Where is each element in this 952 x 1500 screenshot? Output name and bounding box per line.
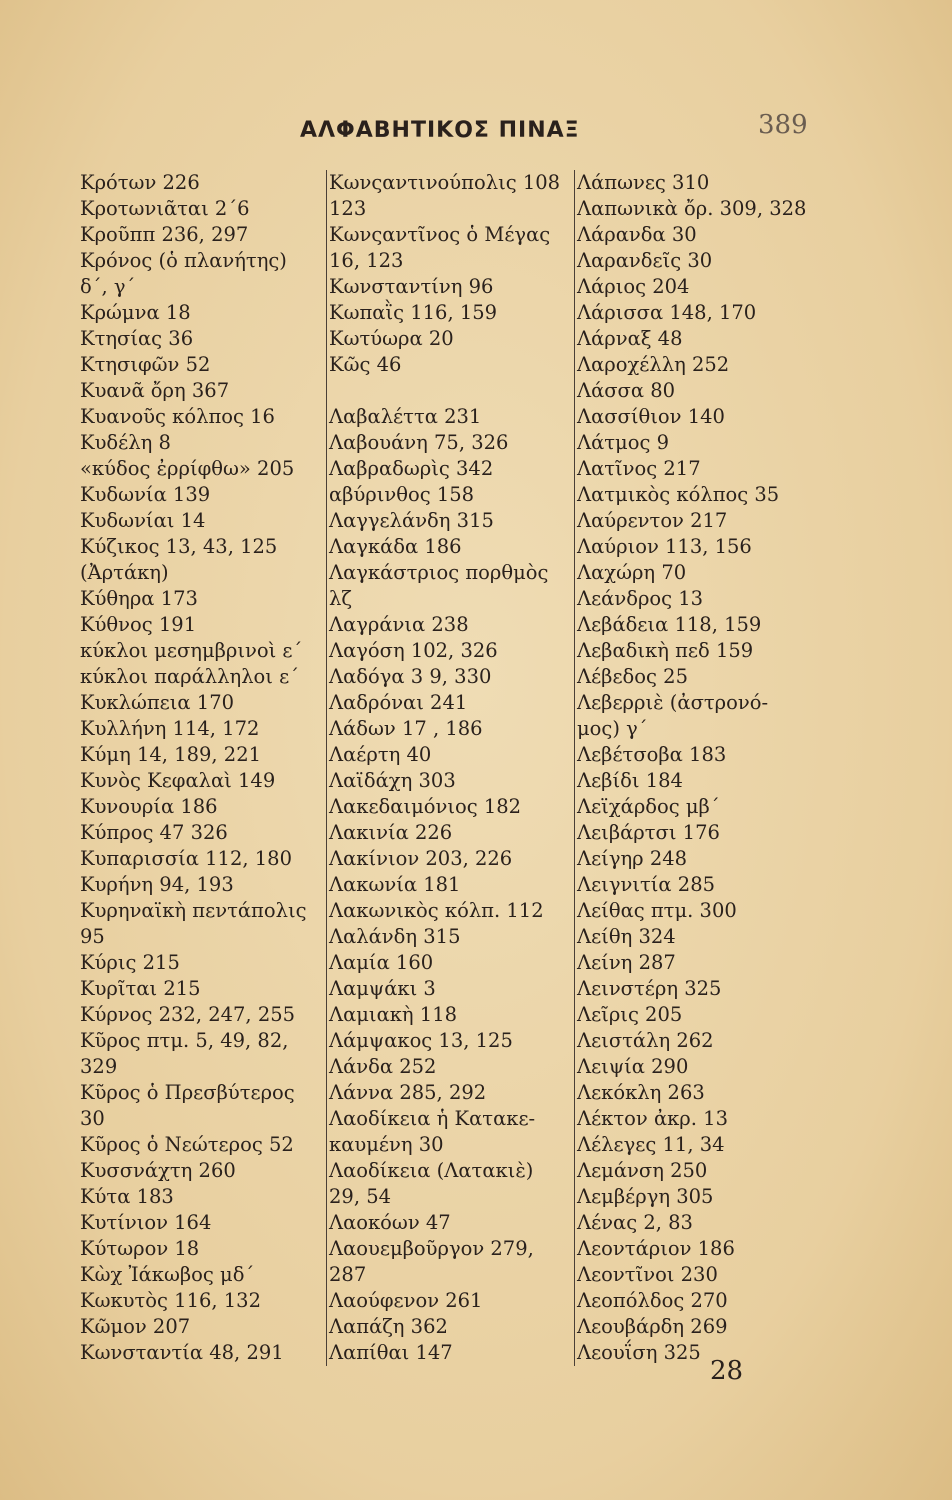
- index-entry: Λάδων 17 , 186: [329, 717, 483, 740]
- index-entry: Κτησιφῶν 52: [80, 353, 211, 376]
- index-entry: Λείγηρ 248: [577, 847, 688, 870]
- index-entry: Λεοπόλδος 270: [577, 1289, 728, 1312]
- index-entry: Κυρήνη 94, 193: [80, 873, 234, 896]
- index-entry: Λαβαλέττα 231: [329, 405, 482, 428]
- index-entry: Κυκλώπεια 170: [80, 691, 235, 714]
- index-column-1: [80, 170, 316, 1366]
- index-entry: Κυδωνίαι 14: [80, 509, 206, 532]
- index-entry: 16, 123: [329, 249, 404, 272]
- index-entry: Λατμικὸς κόλπος 35: [577, 483, 780, 506]
- index-entry: Κύτα 183: [80, 1185, 174, 1208]
- index-entry: Λαϊδάχη 303: [329, 769, 456, 792]
- index-entry: Λείθας πτμ. 300: [577, 899, 737, 922]
- index-entry: Κῦρος πτμ. 5, 49, 82,: [80, 1029, 289, 1052]
- index-entry: Κῶς 46: [329, 353, 402, 376]
- index-entry: Λαβουάνη 75, 326: [329, 431, 509, 454]
- index-entry: Λεβαδικὴ πεδ 159: [577, 639, 754, 662]
- index-entry: Κωπαῒς 116, 159: [329, 301, 498, 324]
- index-entry: Κυρῖται 215: [80, 977, 201, 1000]
- index-entry: Λαρανδεῖς 30: [577, 249, 713, 272]
- index-entry: 30: [80, 1107, 105, 1130]
- index-entry: Λάτμος 9: [577, 431, 669, 454]
- index-entry: Λαοκόων 47: [329, 1211, 451, 1234]
- index-entry: Λάπωνες 310: [577, 171, 710, 194]
- index-entry: Κρότων 226: [80, 171, 200, 194]
- index-entry: [329, 378, 573, 404]
- index-entry: Λείθη 324: [577, 925, 676, 948]
- index-entry: Κωνςαντινούπολις 108: [329, 171, 561, 194]
- index-entry: μος) γ΄: [577, 717, 648, 740]
- index-entry: Κροτωνιᾶται 2΄6: [80, 197, 250, 220]
- index-entry: Λάνδα 252: [329, 1055, 437, 1078]
- index-entry: Λεϊχάρδος μβ΄: [577, 795, 720, 818]
- index-entry: Λάννα 285, 292: [329, 1081, 487, 1104]
- index-entry: 29, 54: [329, 1185, 392, 1208]
- index-entry: Κὼχ Ἰάκωβος μδ΄: [80, 1263, 255, 1286]
- index-entry: Κῶμον 207: [80, 1315, 191, 1338]
- index-entry: Λαούφενον 261: [329, 1289, 483, 1312]
- index-entry: Κύρις 215: [80, 951, 180, 974]
- index-entry: Λαλάνδη 315: [329, 925, 461, 948]
- index-entry: 287: [329, 1263, 367, 1286]
- index-entry: Λάσσα 80: [577, 379, 676, 402]
- index-entry: Λεβέτσοβα 183: [577, 743, 727, 766]
- index-entry: Κρώμνα 18: [80, 301, 191, 324]
- index-entry: Λαπίθαι 147: [329, 1341, 453, 1364]
- index-entry: Λαγγελάνδη 315: [329, 509, 494, 532]
- index-entry: Λατῖνος 217: [577, 457, 701, 480]
- index-entry: «κύδος ἐρρίφθω» 205: [80, 457, 295, 480]
- index-entry: Λειγνιτία 285: [577, 873, 716, 896]
- index-entry: Λειψία 290: [577, 1055, 689, 1078]
- index-entry: Λαμψάκι 3: [329, 977, 436, 1000]
- index-entry: Λαροχέλλη 252: [577, 353, 730, 376]
- index-entry: Λεμάνση 250: [577, 1159, 708, 1182]
- index-entry: 123: [329, 197, 367, 220]
- index-entry: λζ: [329, 587, 352, 610]
- index-entry: 95: [80, 925, 105, 948]
- index-entry: Κύθνος 191: [80, 613, 197, 636]
- index-entry: Λαγκάστριος πορθμὸς: [329, 561, 549, 584]
- index-entry: Λεοντάριον 186: [577, 1237, 735, 1260]
- index-entry: Κυδωνία 139: [80, 483, 211, 506]
- index-entry: Λεκόκλη 263: [577, 1081, 705, 1104]
- index-entry: Λαμία 160: [329, 951, 434, 974]
- index-entry: Κύρνος 232, 247, 255: [80, 1003, 296, 1026]
- index-entry: Λαοδίκεια ἡ Κατακε-: [329, 1107, 536, 1130]
- index-entry: Λάριος 204: [577, 275, 690, 298]
- index-entry: αβύρινθος 158: [329, 483, 475, 506]
- index-entry: Λαγόση 102, 326: [329, 639, 498, 662]
- index-entry: Κυλλήνη 114, 172: [80, 717, 260, 740]
- index-entry: Λεινστέρη 325: [577, 977, 722, 1000]
- index-entry: Λαγκάδα 186: [329, 535, 462, 558]
- index-entry: Κυανᾶ ὄρη 367: [80, 379, 230, 402]
- index-entry: κύκλοι μεσημβρινοὶ ε΄: [80, 639, 303, 662]
- index-entry: Λεβίδι 184: [577, 769, 683, 792]
- index-entry: Κύπρος 47 326: [80, 821, 228, 844]
- index-entry: Κῦρος ὁ Πρεσβύτερος: [80, 1081, 295, 1104]
- index-entry: Λεμβέργη 305: [577, 1185, 714, 1208]
- index-entry: 329: [80, 1055, 118, 1078]
- index-entry: Κυνὸς Κεφαλαὶ 149: [80, 769, 276, 792]
- index-entry: Λέβεδος 25: [577, 665, 688, 688]
- index-entry: Λαύρεντον 217: [577, 509, 728, 532]
- index-entry: Λεβάδεια 118, 159: [577, 613, 762, 636]
- index-entry: Λαγράνια 238: [329, 613, 469, 636]
- index-entry: Λαπωνικὰ ὄρ. 309, 328: [577, 197, 807, 220]
- index-entry: Λαοδίκεια (Λατακιὲ): [329, 1159, 534, 1182]
- index-entry: Λαέρτη 40: [329, 743, 432, 766]
- index-entry: Λάρισσα 148, 170: [577, 301, 757, 324]
- index-entry: Κυσσνάχτη 260: [80, 1159, 236, 1182]
- index-entry: Κωκυτὸς 116, 132: [80, 1289, 261, 1312]
- index-entry: δ΄, γ΄: [80, 275, 136, 298]
- index-entry: Κωνσταντίνη 96: [329, 275, 494, 298]
- index-entry: Κύθηρα 173: [80, 587, 198, 610]
- index-title: ΑΛΦΑΒΗΤΙΚΟΣ ΠΙΝΑΞ: [300, 118, 580, 143]
- index-column-3: [574, 170, 837, 1366]
- index-entry: Κρόνος (ὁ πλανήτης): [80, 249, 287, 272]
- index-entry: Λακεδαιμόνιος 182: [329, 795, 522, 818]
- index-entry: Λεουβάρδη 269: [577, 1315, 728, 1338]
- signature-mark: 28: [710, 1356, 744, 1386]
- index-entry: Λένας 2, 83: [577, 1211, 693, 1234]
- index-entry: Λέκτον ἀκρ. 13: [577, 1107, 728, 1130]
- index-entry: Λακίνιον 203, 226: [329, 847, 513, 870]
- index-entry: Λεῖρις 205: [577, 1003, 683, 1026]
- index-entry: Κύζικος 13, 43, 125: [80, 535, 278, 558]
- index-entry: κύκλοι παράλληλοι ε΄: [80, 665, 299, 688]
- index-entry: Κύτωρον 18: [80, 1237, 200, 1260]
- index-entry: Λακινία 226: [329, 821, 453, 844]
- index-entry: Κύμη 14, 189, 221: [80, 743, 262, 766]
- index-entry: Λάρναξ 48: [577, 327, 683, 350]
- index-entry: Λαπάζη 362: [329, 1315, 448, 1338]
- index-entry: Λαμιακὴ 118: [329, 1003, 458, 1026]
- index-entry: Λάμψακος 13, 125: [329, 1029, 513, 1052]
- index-entry: Λαύριον 113, 156: [577, 535, 752, 558]
- index-entry: Κῦρος ὁ Νεώτερος 52: [80, 1133, 294, 1156]
- index-entry: Λεβερριὲ (ἀστρονό-: [577, 691, 769, 714]
- index-entry: Κωνςαντῖνος ὁ Μέγας: [329, 223, 551, 246]
- index-entry: Κωνσταντία 48, 291: [80, 1341, 284, 1364]
- index-entry: Κυρηναϊκὴ πεντάπολις: [80, 899, 307, 922]
- index-entry: Λεουΐση 325: [577, 1341, 701, 1364]
- index-entry: Λαχώρη 70: [577, 561, 687, 584]
- index-entry: Κυανοῦς κόλπος 16: [80, 405, 275, 428]
- index-entry: Λαουεμβοῦργον 279,: [329, 1237, 534, 1260]
- index-entry: Κωτύωρα 20: [329, 327, 454, 350]
- index-entry: Λέλεγες 11, 34: [577, 1133, 725, 1156]
- index-entry: Λαδόγα 3 9, 330: [329, 665, 492, 688]
- page-number: 389: [758, 110, 808, 140]
- index-entry: Λεάνδρος 13: [577, 587, 704, 610]
- index-entry: Λείνη 287: [577, 951, 676, 974]
- index-entry: Κυνουρία 186: [80, 795, 218, 818]
- index-entry: Λειστάλη 262: [577, 1029, 714, 1052]
- index-entry: Λεοντῖνοι 230: [577, 1263, 718, 1286]
- index-entry: Κυτίνιον 164: [80, 1211, 212, 1234]
- index-entry: καυμένη 30: [329, 1133, 444, 1156]
- index-entry: Κυδέλη 8: [80, 431, 171, 454]
- page-header: [0, 110, 952, 158]
- index-entry: (Ἀρτάκη): [80, 561, 169, 584]
- index-entry: Κροῦππ 236, 297: [80, 223, 249, 246]
- index-column-2: [326, 170, 573, 1366]
- index-entry: Κτησίας 36: [80, 327, 194, 350]
- index-entry: Κυπαρισσία 112, 180: [80, 847, 292, 870]
- index-entry: Λακωνία 181: [329, 873, 461, 896]
- index-entry: Λάρανδα 30: [577, 223, 697, 246]
- index-entry: Λαβραδωρὶς 342: [329, 457, 494, 480]
- index-entry: Λειβάρτσι 176: [577, 821, 720, 844]
- index-entry: Λαδρόναι 241: [329, 691, 468, 714]
- index-entry: Λακωνικὸς κόλπ. 112: [329, 899, 544, 922]
- index-entry: Λασσίθιον 140: [577, 405, 725, 428]
